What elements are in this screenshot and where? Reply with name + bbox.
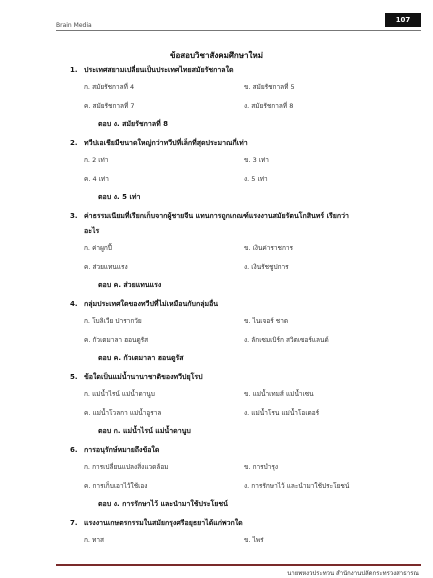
question-text: แรงงานเกษตรกรรมในสมัยกรุงศรีอยุธยาได้แก่พวกใด [84, 519, 243, 527]
question-5 [70, 372, 410, 437]
option: ง. เงินรัชชูปการ [244, 263, 289, 271]
question-text: กลุ่มประเทศใดของทวีปที่ไม่เหมือนกับกลุ่มอื่น [84, 300, 219, 308]
option: ค. 4 เท่า [84, 175, 109, 183]
option: ก. ทาส [84, 536, 104, 544]
option: ค. แม่น้ำโวลกา แม่น้ำอูราล [84, 409, 162, 417]
option: ก. แม่น้ำไรน์ แม่น้ำดานูบ [84, 390, 155, 398]
question-stem [70, 299, 410, 309]
question-number: 1. [70, 66, 78, 74]
question-number: 3. [70, 212, 78, 220]
option: ค. การเก็บเอาไว้ใช้เอง [84, 482, 148, 490]
footer-divider [56, 564, 421, 566]
options-grid [70, 82, 410, 111]
question-stem [70, 372, 410, 382]
option: ค. กัวเตมาลา ฮอนดูรัส [84, 336, 149, 344]
question-1 [70, 65, 410, 130]
question-stem [70, 211, 410, 221]
question-4 [70, 299, 410, 364]
option: ค. ส่วยแทนแรง [84, 263, 128, 271]
options-grid [70, 389, 410, 418]
page-title: ข้อสอบวิชาสังคมศึกษาใหม่ [169, 51, 263, 60]
question-7 [70, 518, 410, 545]
option: ข. การบำรุง [244, 463, 279, 471]
option: ข. 3 เท่า [244, 156, 269, 164]
question-text: ประเทศสยามเปลี่ยนเป็นประเทศไทยสมัยรัชกาลใด [84, 66, 234, 74]
question-stem [70, 65, 410, 75]
option: ก. โบลิเวีย ปารากวัย [84, 317, 142, 325]
question-number: 5. [70, 373, 78, 381]
question-number: 2. [70, 139, 78, 147]
question-stem [70, 445, 410, 455]
page-number-badge: 107 [385, 13, 421, 27]
question-stem [70, 518, 410, 528]
header-brand: Brain Media [56, 22, 92, 29]
header-divider [56, 30, 421, 31]
answer: ตอบ ง. สมัยรัชกาลที่ 8 [98, 120, 169, 128]
option: ข. ไนเจอร์ ชาด [244, 317, 289, 325]
answer: ตอบ ค. ส่วยแทนแรง [98, 281, 162, 289]
question-text: การอนุรักษ์หมายถึงข้อใด [84, 446, 160, 454]
option: ข. เงินค่าราชการ [244, 244, 294, 252]
option: ข. สมัยรัชกาลที่ 5 [244, 83, 295, 91]
question-text: ข้อใดเป็นแม่น้ำนานาชาติของทวีปยุโรป [84, 373, 203, 381]
option: ง. 5 เท่า [244, 175, 268, 183]
option: ง. สมัยรัชกาลที่ 8 [244, 102, 294, 110]
question-text: ค่าธรรมเนียมที่เรียกเก็บจากผู้ชายจีน แทนการถูกเกณฑ์แรงงานสมัยรัตนโกสินทร์ เรียกว่า [84, 212, 349, 220]
options-grid [70, 535, 410, 545]
answer: ตอบ ค. กัวเตมาลา ฮอนดูรัส [98, 354, 184, 362]
question-stem [70, 138, 410, 148]
answer: ตอบ ก. แม่น้ำไรน์ แม่น้ำดานูบ [98, 427, 191, 435]
answer: ตอบ ง. 5 เท่า [98, 193, 141, 201]
option: ง. การรักษาไว้ และนำมาใช้ประโยชน์ [244, 482, 350, 490]
question-number: 6. [70, 446, 78, 454]
question-list [70, 65, 410, 553]
options-grid [70, 155, 410, 184]
option: ก. ค่าผูกปี้ [84, 244, 112, 252]
options-grid [70, 316, 410, 345]
option: ข. ไพร่ [244, 536, 264, 544]
option: ง. แม่น้ำโรน แม่น้ำโอเดอร์ [244, 409, 320, 417]
option: ข. แม่น้ำเทมส์ แม่น้ำเซน [244, 390, 314, 398]
question-3 [70, 211, 410, 291]
answer: ตอบ ง. การรักษาไว้ และนำมาใช้ประโยชน์ [98, 500, 228, 508]
options-grid [70, 243, 410, 272]
question-text-continued: อะไร [84, 227, 100, 235]
option: ก. 2 เท่า [84, 156, 109, 164]
footer-text: นายพหงวประทวน สำนักงานปลัดกระทรวงสาธารณ [287, 570, 419, 577]
option: ก. สมัยรัชกาลที่ 4 [84, 83, 135, 91]
question-2 [70, 138, 410, 203]
option: ก. การเปลี่ยนแปลงสิ่งแวดล้อม [84, 463, 169, 471]
option: ง. ลักเซมเบิร์ก สวิตเซอร์แลนด์ [244, 336, 329, 344]
question-6 [70, 445, 410, 510]
question-number: 7. [70, 519, 78, 527]
option: ค. สมัยรัชกาลที่ 7 [84, 102, 135, 110]
question-number: 4. [70, 300, 78, 308]
question-text: ทวีปเอเชียมีขนาดใหญ่กว่าทวีปที่เล็กที่สุดประมาณกี่เท่า [84, 139, 248, 147]
options-grid [70, 462, 410, 491]
